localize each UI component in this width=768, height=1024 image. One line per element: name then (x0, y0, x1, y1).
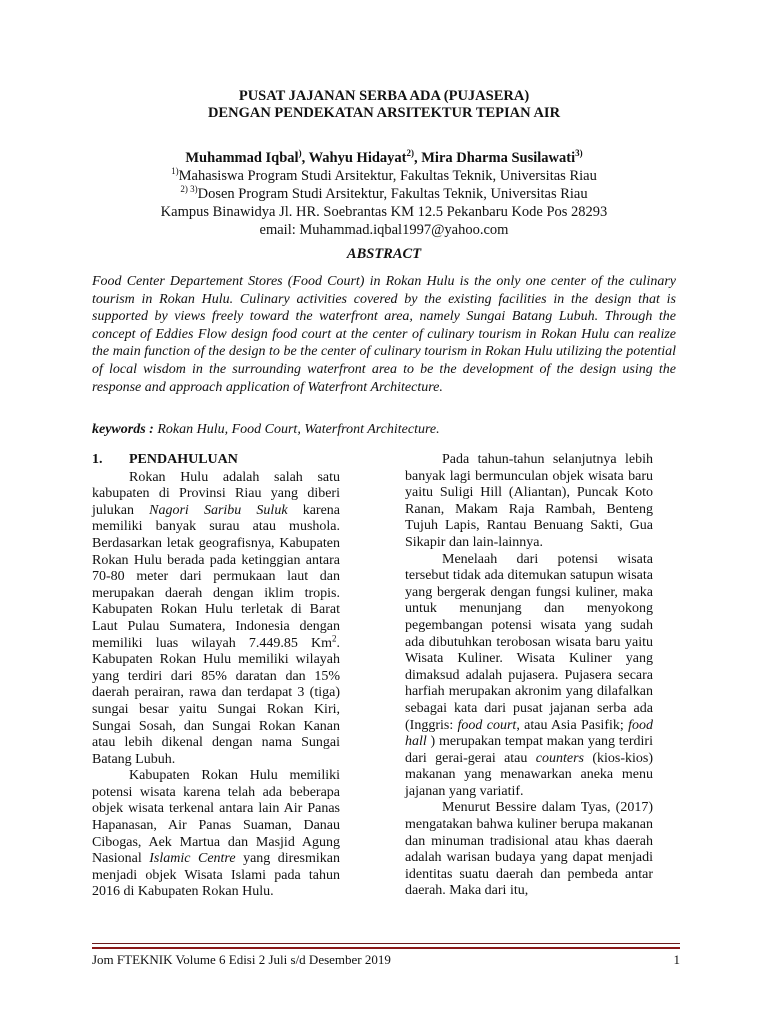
author-2: , Wahyu Hidayat (301, 150, 407, 166)
affiliation-1 (0, 167, 768, 185)
author-2-sup: 2) (406, 148, 414, 159)
affiliation-1-text: Mahasiswa Program Studi Arsitektur, Fakultas Teknik, Universitas Riau (178, 168, 597, 184)
left-p2-text-a: Kabupaten Rokan Hulu memiliki potensi wisata karena telah ada beberapa objek wisata terkenal antara lain Air Panas Hapanasan, Air Panas Suaman, Danau Cibogas, Aek Martua dan Masjid Agung Nasional (92, 768, 340, 867)
right-paragraph-2 (405, 552, 653, 801)
campus-address: Kampus Binawidya Jl. HR. Soebrantas KM 12.5 Pekanbaru Kode Pos 28293 (160, 204, 608, 220)
left-paragraph-2 (92, 768, 340, 901)
author-1: Muhammad Iqbal (185, 150, 299, 166)
paper-title (0, 88, 768, 122)
author-1-sup: ) (298, 148, 302, 159)
author-3-sup: 3) (575, 148, 583, 159)
right-p2-italic-2: food hall (405, 717, 653, 750)
left-p1-text-a: Rokan Hulu adalah salah satu kabupaten di Provinsi Riau yang diberi julukan (92, 469, 340, 518)
affiliation-2-sup: 2) 3) (180, 184, 198, 195)
left-p2-text-b: yang diresmikan menjadi objek Wisata Islami pada tahun 2016 di Kabupaten Rokan Hulu. (92, 851, 340, 900)
title-line-1: PUSAT JAJANAN SERBA ADA (PUJASERA) (238, 88, 530, 104)
affiliation-2 (0, 185, 768, 203)
keywords-label: keywords : (92, 422, 154, 437)
footer-page-number: 1 (673, 952, 680, 967)
left-p1-text-b: karena memiliki banyak surau atau mushola. Berdasarkan letak geografisnya, Kabupaten Rokan Hulu berada pada ketinggian antara 70-80 meter dari permukaan laut dan merupakan daerah dengan iklim tropis. Kabupaten Rokan Hulu terletak di Barat Laut Pulau Sumatera, Indonesia dengan memiliki luas wilayah 7.449.85 Km (92, 502, 340, 651)
title-line-2: DENGAN PENDEKATAN ARSITEKTUR TEPIAN AIR (207, 105, 561, 121)
abstract-heading: ABSTRACT (346, 246, 422, 262)
right-p2-text-c: ) merupakan tempat makan yang terdiri dari gerai-gerai atau (405, 734, 653, 766)
abstract-body: Food Center Departement Stores (Food Court) in Rokan Hulu is the only one center of the culinary tourism in Rokan Hulu. Culinary activities covered by the existing facilities in the design that is supported by views freely toward the waterfront area, namely Sungai Batang Lubuh. Through the concept of Eddies Flow design food court at the center of culinary tourism in Rokan Hulu can realize the main function of the design to be the center of culinary tourism in Rokan Hulu utilizing the potential of local wisdom in the surrounding waterfront area to be the development of the design using the response and approach application of Waterfront Architecture. (92, 274, 676, 395)
right-p2-italic-1: food court (457, 717, 517, 733)
left-column (92, 452, 340, 901)
right-column (405, 452, 653, 900)
affiliation-2-text: Dosen Program Studi Arsitektur, Fakultas Teknik, Universitas Riau (197, 186, 588, 202)
right-p2-text-a: Menelaah dari potensi wisata tersebut tidak ada ditemukan satupun wisata yang bergerak dengan fungsi kuliner, maka untuk menunjang dan menyokong pegembangan potensi wisata yang sudah ada dibutuhkan terobosan wisata baru yaitu Wisata Kuliner. Wisata Kuliner yang dimaksud adalah pujasera. Pujasera secara harfiah merupakan akronim yang dilafalkan sebagai kata dari pusat jajanan serba ada (Inggris: (405, 551, 653, 733)
author-names (0, 149, 768, 167)
left-p1-sup: 2 (332, 632, 337, 643)
left-p1-text-c: . Kabupaten Rokan Hulu memiliki wilayah yang terdiri dari 85% daratan dan 15% daerah perairan, rawa dan terdapat 3 (tiga) sungai besar yaitu Sungai Rokan Kiri, Sungai Sosah, dan Sungai Rokan Kanan atau lebih dikenal dengan nama Sungai Batang Lubuh. (92, 635, 340, 767)
left-p2-italic: Islamic Centre (149, 851, 236, 867)
footer-divider (92, 943, 680, 949)
contact-email: email: Muhammad.iqbal1997@yahoo.com (259, 222, 509, 238)
keywords-line (92, 421, 676, 438)
keywords-text: Rokan Hulu, Food Court, Waterfront Architecture. (153, 422, 440, 437)
author-block (0, 149, 768, 239)
right-p2-text-b: , atau Asia Pasifik; (516, 717, 629, 733)
section-heading (92, 452, 340, 469)
section-number: 1. (92, 452, 103, 467)
right-paragraph-3: Menurut Bessire dalam Tyas, (2017) mengatakan bahwa kuliner berupa makanan dan minuman tradisional atau khas daerah adalah warisan budaya yang dapat menjadi identitas suatu daerah dan pembeda antar daerah. Maka dari itu, (405, 800, 653, 899)
right-p2-italic-3: counters (535, 750, 584, 766)
right-paragraph-1: Pada tahun-tahun selanjutnya lebih banyak lagi bermunculan objek wisata baru yaitu Suligi Hill (Aliantan), Puncak Koto Ranan, Makam Raja Rambah, Benteng Tujuh Lapis, Rantau Benuang Sakti, Gua Sikapir dan lain-lainnya. (405, 452, 653, 550)
section-title: PENDAHULUAN (129, 452, 238, 467)
left-p1-italic: Nagori Saribu Suluk (149, 502, 288, 518)
right-p2-text-d: (kios-kios) makanan yang menawarkan aneka menu jajanan yang variatif. (405, 750, 653, 799)
affiliation-1-sup: 1) (171, 166, 179, 177)
author-3: , Mira Dharma Susilawati (414, 150, 576, 166)
left-paragraph-1 (92, 470, 340, 769)
footer-journal: Jom FTEKNIK Volume 6 Edisi 2 Juli s/d Desember 2019 (92, 952, 391, 967)
